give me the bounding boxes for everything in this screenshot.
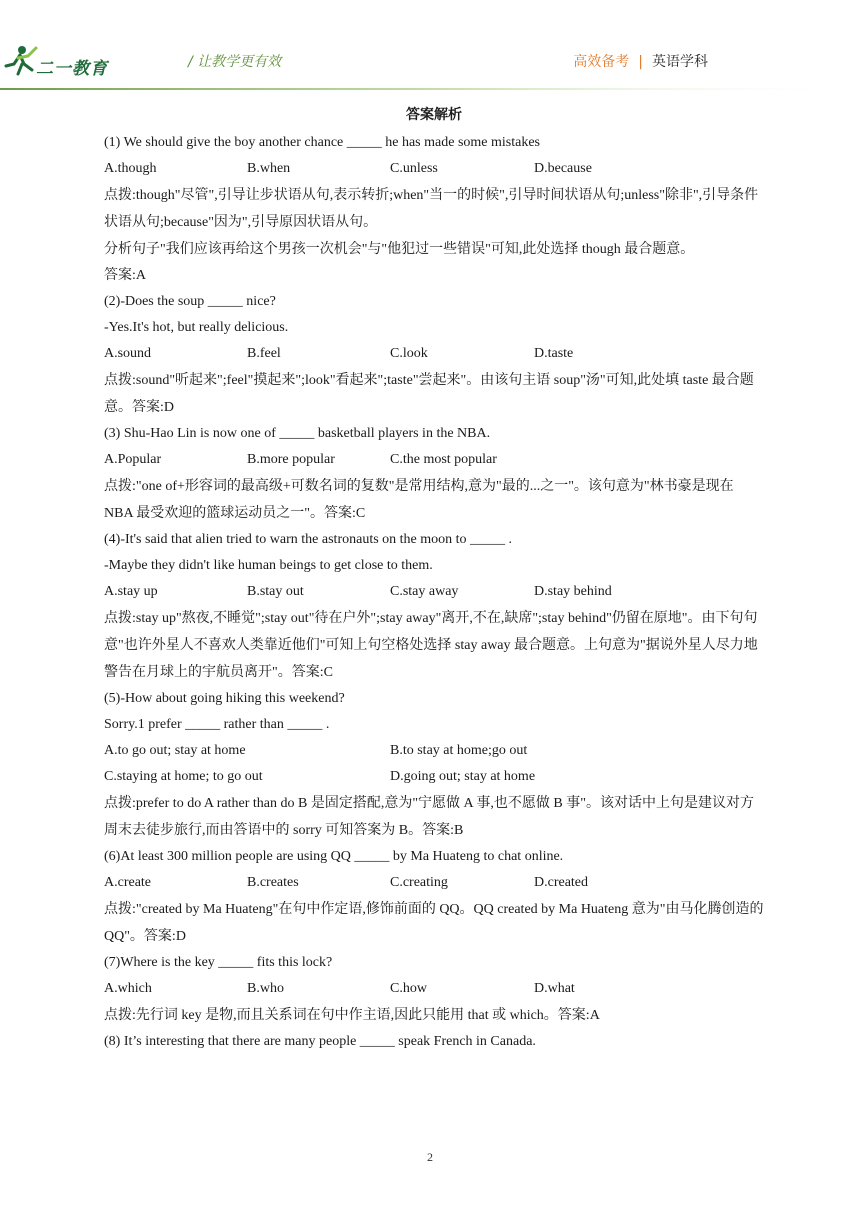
question-1-note: 点拨:though"尽管",引导让步状语从句,表示转折;when"当一的时候",引导时间状语从句;unless"除非",引导条件状语从句;because"因为",引导原因状语从句。 bbox=[104, 188, 759, 230]
header-right bbox=[573, 51, 708, 71]
question-6-stem: (6)At least 300 million people are using QQ _____ by Ma Huateng to chat online. bbox=[104, 849, 564, 864]
page-number: 2 bbox=[427, 1150, 433, 1164]
question-4-options bbox=[104, 579, 764, 605]
question-4-note: 点拨:stay up"熬夜,不睡觉";stay out"待在户外";stay away"离开,不在,缺席";stay behind"仍留在原地"。由下句句意"也许外星人不喜欢人类靠近他们"可知上句空格处选择 stay away 最合题意。上句意为"据说外星人尽力地警告在月球上的宇航员离开"。答案:C bbox=[104, 611, 758, 680]
option-a: A.create bbox=[104, 875, 152, 890]
option-b: B.stay out bbox=[247, 584, 304, 599]
option-b: B.feel bbox=[247, 346, 281, 361]
option-a: A.stay up bbox=[104, 584, 158, 599]
option-c: C.the most popular bbox=[390, 452, 497, 467]
question-4-stem: (4)-It's said that alien tried to warn the astronauts on the moon to _____ . bbox=[104, 532, 513, 547]
option-c: C.unless bbox=[390, 161, 438, 176]
header-prep-label: 高效备考 bbox=[573, 54, 630, 70]
question-3-stem: (3) Shu-Hao Lin is now one of _____ basketball players in the NBA. bbox=[104, 426, 491, 441]
option-c: C.how bbox=[390, 981, 427, 996]
option-d: D.because bbox=[534, 161, 592, 176]
page-header bbox=[0, 0, 860, 90]
option-a: A.to go out; stay at home bbox=[104, 743, 246, 758]
option-c: C.creating bbox=[390, 875, 448, 890]
option-d: D.what bbox=[534, 981, 575, 996]
option-c: C.staying at home; to go out bbox=[104, 769, 263, 784]
question-2-options bbox=[104, 341, 764, 367]
question-1-options bbox=[104, 156, 764, 182]
header-separator: | bbox=[638, 54, 643, 70]
question-5-stem: (5)-How about going hiking this weekend? bbox=[104, 691, 345, 706]
question-7-note: 点拨:先行词 key 是物,而且关系词在句中作主语,因此只能用 that 或 which。答案:A bbox=[104, 1008, 600, 1023]
question-1-stem: (1) We should give the boy another chance _____ he has made some mistakes bbox=[104, 135, 540, 150]
page-title: 答案解析 bbox=[406, 107, 462, 123]
question-5-options-row1 bbox=[104, 738, 764, 764]
option-d: D.going out; stay at home bbox=[390, 769, 536, 784]
question-7-options bbox=[104, 976, 764, 1002]
answer-content bbox=[104, 104, 764, 1055]
option-c: C.look bbox=[390, 346, 428, 361]
question-4-reply: -Maybe they didn't like human beings to get close to them. bbox=[104, 558, 433, 573]
option-b: B.creates bbox=[247, 875, 299, 890]
question-8-stem: (8) It’s interesting that there are many people _____ speak French in Canada. bbox=[104, 1034, 536, 1049]
option-d: D.taste bbox=[534, 346, 574, 361]
question-2-reply: -Yes.It's hot, but really delicious. bbox=[104, 320, 289, 335]
question-1-analysis: 分析句子"我们应该再给这个男孩一次机会"与"他犯过一些错误"可知,此处选择 though 最合题意。 bbox=[104, 242, 695, 257]
question-3-options bbox=[104, 447, 764, 473]
question-5-options-row2 bbox=[104, 764, 764, 790]
option-a: A.which bbox=[104, 981, 152, 996]
option-b: B.more popular bbox=[247, 452, 335, 467]
header-subject-label: 英语学科 bbox=[652, 54, 708, 70]
question-6-note: 点拨:"created by Ma Huateng"在句中作定语,修饰前面的 QQ。QQ created by Ma Huateng 意为"由马化腾创造的 QQ"。答案:D bbox=[104, 902, 764, 944]
header-divider bbox=[0, 88, 860, 90]
logo bbox=[2, 44, 122, 80]
question-5-note: 点拨:prefer to do A rather than do B 是固定搭配,意为"宁愿做 A 事,也不愿做 B 事"。该对话中上句是建议对方周末去徒步旅行,而由答语中的 sorry 可知答案为 B。答案:B bbox=[104, 796, 754, 838]
option-b: B.to stay at home;go out bbox=[390, 743, 528, 758]
question-1-answer: 答案:A bbox=[104, 268, 146, 283]
slogan: / 让教学更有效 bbox=[188, 54, 282, 70]
option-d: D.created bbox=[534, 875, 589, 890]
option-a: A.Popular bbox=[104, 452, 162, 467]
option-d: D.stay behind bbox=[534, 584, 612, 599]
option-a: A.sound bbox=[104, 346, 152, 361]
question-2-note: 点拨:sound"听起来";feel"摸起来";look"看起来";taste"尝起来"。由该句主语 soup"汤"可知,此处填 taste 最合题意。答案:D bbox=[104, 373, 754, 415]
option-a: A.though bbox=[104, 161, 157, 176]
question-3-note: 点拨:"one of+形容词的最高级+可数名词的复数"是常用结构,意为"最的...之一"。该句意为"林书豪是现在 NBA 最受欢迎的篮球运动员之一"。答案:C bbox=[104, 479, 734, 521]
question-5-reply: Sorry.1 prefer _____ rather than _____ . bbox=[104, 717, 330, 732]
question-6-options bbox=[104, 870, 764, 896]
option-b: B.who bbox=[247, 981, 284, 996]
option-b: B.when bbox=[247, 161, 291, 176]
option-c: C.stay away bbox=[390, 584, 459, 599]
logo-text: 二一教育 bbox=[36, 59, 108, 79]
question-2-stem: (2)-Does the soup _____ nice? bbox=[104, 294, 276, 309]
question-7-stem: (7)Where is the key _____ fits this lock? bbox=[104, 955, 333, 970]
